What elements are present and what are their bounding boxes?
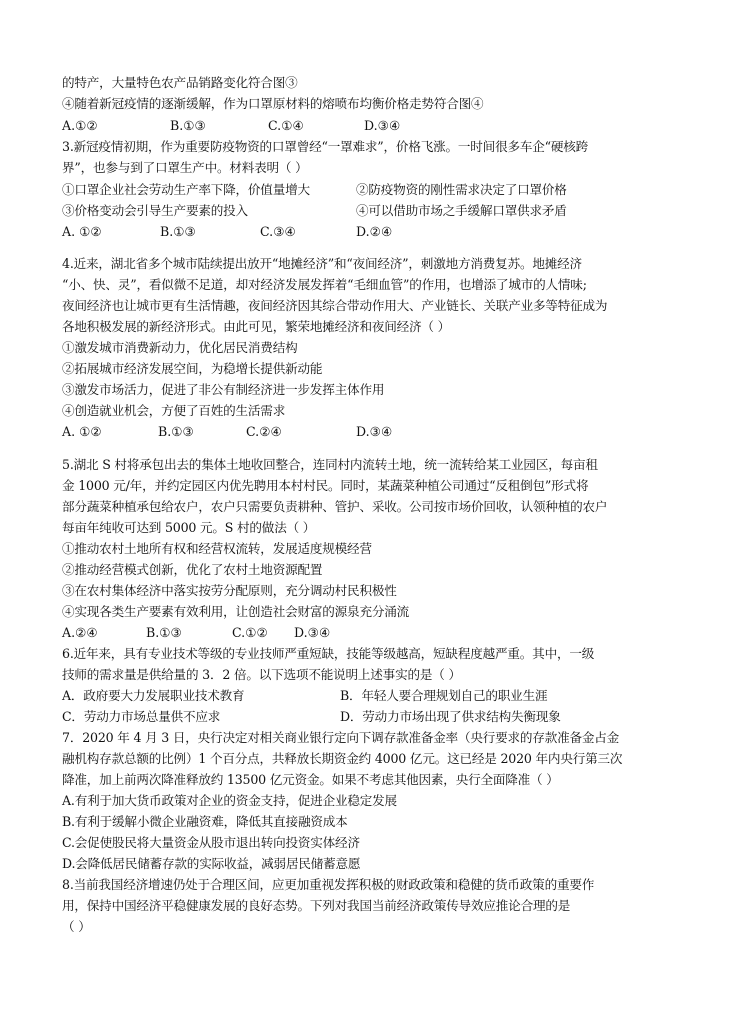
q7-option-d: D.会降低居民储蓄存款的实际收益，减弱居民储蓄意愿 xyxy=(62,856,361,871)
q5-stem-line: 每亩年纯收可达到 5000 元。S 村的做法（ ） xyxy=(62,520,316,535)
q6-option-b: B．年轻人要合理规划自己的职业生涯 xyxy=(340,688,548,703)
q3-option-d: D.②④ xyxy=(356,224,393,239)
q4-stem-line: 4.近来，湖北省多个城市陆续提出放开“地摊经济”和“夜间经济”，刺激地方消费复苏。地摊经济 xyxy=(62,256,582,271)
q2-option-b: B.①③ xyxy=(170,118,206,133)
q7-option-b: B.有利于缓解小微企业融资难，降低其直接融资成本 xyxy=(62,814,348,829)
q5-option-d: D.③④ xyxy=(294,625,331,640)
q4-choice-1: ①激发城市消费新动力，优化居民消费结构 xyxy=(62,340,298,355)
q4-option-c: C.②④ xyxy=(246,424,282,439)
q4-option-d: D.③④ xyxy=(356,424,393,439)
q3-choice-4: ④可以借助市场之手缓解口罩供求矛盾 xyxy=(356,203,567,218)
q5-choice-2: ②推动经营模式创新，优化了农村土地资源配置 xyxy=(62,562,323,577)
q2-text-line: 的特产，大量特色农产品销路变化符合图③ xyxy=(62,75,298,90)
q2-option-d: D.③④ xyxy=(364,118,401,133)
q5-stem-line: 部分蔬菜种植承包给农户，农户只需要负责耕种、管护、采收。公司按市场价回收，认领种植的农户 xyxy=(62,499,608,514)
q4-choice-4: ④创造就业机会，方便了百姓的生活需求 xyxy=(62,403,286,418)
q4-stem-line: 夜间经济也让城市更有生活情趣，夜间经济因其综合带动作用大、产业链长、关联产业多等特征成为 xyxy=(62,298,608,313)
q4-option-a: A. ①② xyxy=(62,424,102,439)
q8-stem-line: 8.当前我国经济增速仍处于合理区间，应更加重视发挥积极的财政政策和稳健的货币政策的重要作 xyxy=(62,877,595,892)
q7-option-a: A.有利于加大货币政策对企业的资金支持，促进企业稳定发展 xyxy=(62,793,397,808)
q3-choice-3: ③价格变动会引导生产要素的投入 xyxy=(62,203,248,218)
q6-option-d: D．劳动力市场出现了供求结构失衡现象 xyxy=(340,709,561,724)
q8-answer-blank: （ ） xyxy=(62,919,91,934)
q6-option-a: A．政府要大力发展职业技术教育 xyxy=(62,688,245,703)
q5-option-b: B.①③ xyxy=(146,625,182,640)
q4-choice-2: ②拓展城市经济发展空间，为稳增长提供新动能 xyxy=(62,361,323,376)
q5-option-a: A.②④ xyxy=(62,625,98,640)
q7-stem-line: 7．2020 年 4 月 3 日，央行决定对相关商业银行定向下调存款准备金率（央行要求的存款准备金占金 xyxy=(62,730,620,745)
q3-stem-line: 界”，也参与到了口罩生产中。材料表明（ ） xyxy=(62,160,308,175)
q2-choice-4: ④随着新冠疫情的逐渐缓解，作为口罩原材料的熔喷布均衡价格走势符合图④ xyxy=(62,96,484,111)
q3-choice-2: ②防疫物资的刚性需求决定了口罩价格 xyxy=(356,182,567,197)
q6-stem-line: 6.近年来，具有专业技术等级的专业技师严重短缺，技能等级越高，短缺程度越严重。其中，一级 xyxy=(62,646,595,661)
q3-option-b: B.①③ xyxy=(160,224,196,239)
q3-choice-1: ①口罩企业社会劳动生产率下降，价值量增大 xyxy=(62,182,310,197)
q4-stem-line: “小、快、灵”，看似微不足道，却对经济发展发挥着“毛细血管”的作用，也增添了城市的人情味; xyxy=(62,277,587,292)
q4-choice-3: ③激发市场活力，促进了非公有制经济进一步发挥主体作用 xyxy=(62,382,385,397)
q7-option-c: C.会促使股民将大量资金从股市退出转向投资实体经济 xyxy=(62,835,360,850)
q6-option-c: C．劳动力市场总量供不应求 xyxy=(62,709,221,724)
q4-option-b: B.①③ xyxy=(158,424,194,439)
q2-option-c: C.①④ xyxy=(268,118,304,133)
q5-choice-4: ④实现各类生产要素有效利用，让创造社会财富的源泉充分涌流 xyxy=(62,604,410,619)
q5-choice-1: ①推动农村土地所有权和经营权流转，发展适度规模经营 xyxy=(62,541,372,556)
q2-option-a: A.①② xyxy=(62,118,98,133)
q3-stem-line: 3.新冠疫情初期，作为重要防疫物资的口罩曾经“一罩难求”，价格飞涨。一时间很多车企“硬核跨 xyxy=(62,139,589,154)
q7-stem-line: 降准，加上前两次降准释放约 13500 亿元资金。如果不考虑其他因素，央行全面降准（ ） xyxy=(62,772,559,787)
q5-choice-3: ③在农村集体经济中落实按劳分配原则，充分调动村民积极性 xyxy=(62,583,397,598)
q5-option-c: C.①② xyxy=(232,625,268,640)
q4-stem-line: 各地积极发展的新经济形式。由此可见，繁荣地摊经济和夜间经济（ ） xyxy=(62,319,451,334)
q8-stem-line: 用，保持中国经济平稳健康发展的良好态势。下列对我国当前经济政策传导效应推论合理的是 xyxy=(62,898,571,913)
q3-option-a: A. ①② xyxy=(62,224,102,239)
q3-option-c: C.③④ xyxy=(260,224,296,239)
q7-stem-line: 融机构存款总额的比例）1 个百分点，共释放长期资金约 4000 亿元。这已经是 2020 年内央行第三次 xyxy=(62,751,623,766)
q5-stem-line: 5.湖北 S 村将承包出去的集体土地收回整合，连同村内流转土地，统一流转给某工业园区，每亩租 xyxy=(62,457,598,472)
q5-stem-line: 金 1000 元/年，并约定园区内优先聘用本村村民。同时，某蔬菜种植公司通过“反租倒包”形式将 xyxy=(62,478,589,493)
q6-stem-line: 技师的需求量是供给量的 3．2 倍。以下选项不能说明上述事实的是（ ） xyxy=(62,667,461,682)
